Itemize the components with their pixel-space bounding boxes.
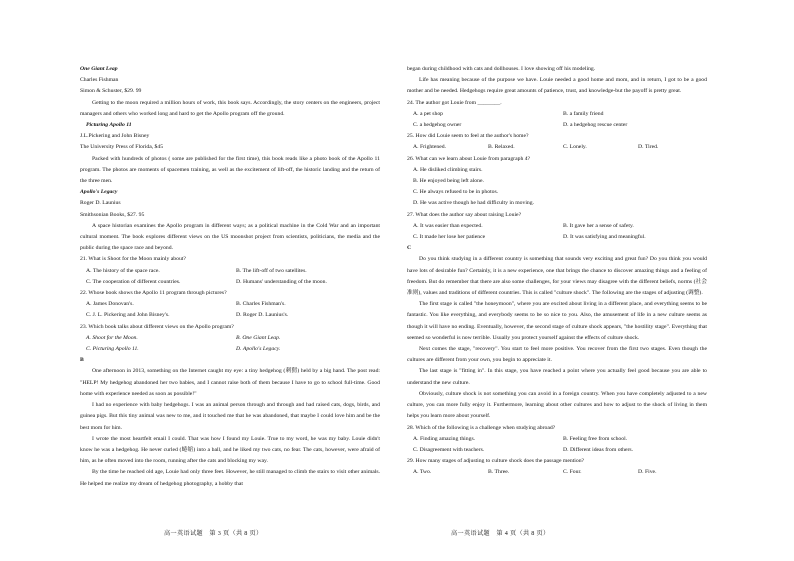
q23-d: D. Apollo's Legacy. xyxy=(236,346,281,353)
q23-options xyxy=(80,333,380,344)
q27-d: D. It was satisfying and meaningful. xyxy=(563,234,646,241)
q25-b: B. Relaxed. xyxy=(488,144,515,151)
q23-b: B. One Giant Leap. xyxy=(236,334,281,341)
q25-stem: 25. How did Louie seem to feel at the author's home? xyxy=(407,133,529,140)
book2-title: Picturing Apollo 11 xyxy=(86,122,132,129)
q22-d: D. Roger D. Launius's. xyxy=(236,312,289,319)
q24-c: C. a hedgehog owner xyxy=(413,122,462,129)
passage-b-p5: Life has meaning because of the purpose we have. Louie needed a good home and mom, and in return, I got to be a good mother and be needed. Hedgehogs require great amounts of patience, trust, and knowledge-but the payoff is pretty great. xyxy=(407,77,707,95)
q26-c: C. He always refused to be in photos. xyxy=(413,189,499,196)
q28-options-2 xyxy=(407,445,707,456)
book3-author: Roger D. Launius xyxy=(80,200,121,207)
q27-b: B. It gave her a sense of safety. xyxy=(563,222,634,229)
q23-a: A. Shoot for the Moon. xyxy=(86,334,138,341)
q28-options xyxy=(407,434,707,445)
q29-a: A. Two. xyxy=(413,469,432,476)
q29-d: D. Five. xyxy=(638,469,657,476)
q21-options xyxy=(80,266,380,277)
passage-c-p1: Do you think studying in a different country is something that sounds very exciting and great fun? Do you think you would have lots of desirable fun? Certainly, it is a new experience, one that brings the chance to discover amazing things and a feeling of freedom. But do remember that there are also some challenges, for your views may disagree with the different beliefs, norms (社会准则), values and traditions of different countries. This is called "culture shock". The following are the stages of adjusting (调整). xyxy=(407,256,707,297)
q21-a: A. The history of the space race. xyxy=(86,267,160,274)
q28-b: B. Feeling free from school. xyxy=(563,435,628,442)
q21-c: C. The cooperation of different countries. xyxy=(86,278,181,285)
book2-desc: Packed with hundreds of photos ( some are published for the first time), this book reads like a photo book of the Apollo 11 program. The photos are moments of spacemen training, as well as the excitement of lift-off, the historic landing and the return of the three men. xyxy=(80,155,380,185)
q24-a: A. a pet shop xyxy=(413,110,444,117)
q24-options-2 xyxy=(407,120,707,131)
passage-b-p1: One afternoon in 2013, something on the Internet caught my eye: a tiny hedgehog (刺猬) held by a big hand. The post read: "HELP! My hedgehog abandoned her two babies, and I cannot raise both of them because I have to go to school full-time. Good home with experience needed as soon as possible!" xyxy=(80,368,380,397)
q27-options xyxy=(407,221,707,232)
page-3 xyxy=(0,0,396,561)
page-4-footer: 高一英语试题 第 4 页（共 8 页） xyxy=(451,530,550,537)
q22-options xyxy=(80,299,380,310)
q21-d: D. Humans' understanding of the moon. xyxy=(236,278,327,285)
right-column xyxy=(407,64,707,479)
book2-author: J.L.Pickering and John Bisney xyxy=(80,133,150,140)
q26-d: D. He was active though he had difficulty in moving. xyxy=(413,200,535,207)
q25-options xyxy=(407,142,707,153)
q26-a: A. He disliked climbing stairs. xyxy=(413,166,483,173)
book1-desc: Getting to the moon required a million hours of work, this book says. Accordingly, the story centers on the engineers, project managers and others who worked long and hard to get the Apollo program off the ground. xyxy=(80,99,380,117)
book1-title: One Giant Leap xyxy=(80,66,118,72)
q29-c: C. Four. xyxy=(563,469,582,476)
q26-b: B. He enjoyed being left alone. xyxy=(413,178,484,185)
q29-options xyxy=(407,467,707,478)
q29-b: B. Three. xyxy=(488,469,510,476)
passage-c-p5: Obviously, culture shock is not something you can avoid in a foreign country. When you have completely adjusted to a new culture, you can more fully enjoy it. Furthermore, learning about other cultures and how to adjust to the shock of living in them helps you learn more about yourself. xyxy=(407,390,707,420)
q29-stem: 29. How many stages of adjusting to culture shock does the passage mention? xyxy=(407,458,585,465)
passage-b-p4: By the time he reached old age, Louie had only three feet. However, he still managed to climb the stairs to visit other animals. He helped me realize my dream of hedgehog photography, a hobby that xyxy=(80,469,380,487)
q23-c: C. Picturing Apollo 11. xyxy=(86,346,139,353)
q21-options-2 xyxy=(80,277,380,288)
q25-a: A. Frightened. xyxy=(413,144,447,151)
q24-d: D. a hedgehog rescue center xyxy=(563,122,628,129)
q25-d: D. Tired. xyxy=(638,144,659,151)
q23-options-2 xyxy=(80,344,380,355)
q28-stem: 28. Which of the following is a challenge when studying abroad? xyxy=(407,424,556,431)
section-b-heading: B xyxy=(80,357,84,364)
book3-title: Apollo's Legacy xyxy=(80,189,118,196)
q22-c: C. J. L. Pickering and John Bisney's. xyxy=(86,312,170,319)
q24-options xyxy=(407,109,707,120)
q22-a: A. James Donovan's. xyxy=(86,301,134,308)
passage-c-p2: The first stage is called "the honeymoon", where you are excited about living in a different place, and everything seems to be fantastic. You like everything, and everybody seems to be so nice to you. Also, the amusement of life in a new culture seems as though it will have no ending. Eventually, however, the second stage of culture shock appears, "the hostility stage". Everything that seemed so wonderful is now terrible. Usually you protect yourself against the effects of culture shock. xyxy=(407,301,707,341)
q24-b: B. a family friend xyxy=(563,110,604,117)
q28-c: C. Disagreement with teachers. xyxy=(413,446,485,453)
q28-a: A. Finding amazing things. xyxy=(413,435,476,442)
q24-stem: 24. The author got Louie from ________. xyxy=(407,99,502,106)
q27-c: C. It made her lose her patience xyxy=(413,234,486,241)
page-4 xyxy=(397,0,793,561)
q28-d: D. Different ideas from others. xyxy=(563,446,634,453)
q27-options-2 xyxy=(407,232,707,243)
q21-b: B. The lift-off of two satellites. xyxy=(236,267,307,274)
section-c-heading: C xyxy=(407,245,412,252)
q27-stem: 27. What does the author say about raising Louie? xyxy=(407,211,522,218)
page-3-footer: 高一英语试题 第 3 页（共 8 页） xyxy=(164,530,263,537)
book1-author: Charles Fishman xyxy=(80,77,119,84)
book3-desc: A space historian examines the Apollo program in different ways; as a political machine in the Cold War and an important cultural moment. The book explores different views on the US moonshot project from scientists, politicians, the media and the public during the space race and beyond. xyxy=(80,222,380,252)
q26-stem: 26. What can we learn about Louie from paragraph 4? xyxy=(407,155,531,162)
passage-b-p3: I wrote the most heartfelt email I could. That was how I found my Louie. True to my word, he was my baby. Louie didn't know he was a hedgehog. He never curled (蜷缩) into a ball, and he liked my two cats, no fear. The cats, however, were afraid of him, as he often moved into the room, running after the cats and blocking my way. xyxy=(80,435,380,465)
book3-publisher: Smithsonian Books, $27. 95 xyxy=(80,211,145,218)
q25-c: C. Lonely. xyxy=(563,144,587,151)
book2-publisher: The University Press of Florida, $45 xyxy=(80,144,164,151)
q27-a: A. It was easier than expected. xyxy=(413,222,483,229)
q22-stem: 22. Whose book shows the Apollo 11 program through pictures? xyxy=(80,290,227,297)
q22-options-2 xyxy=(80,310,380,321)
q21-stem: 21. What is Shoot for the Moon mainly about? xyxy=(80,256,186,263)
passage-b-p2: I had no experience with baby hedgehogs. I was an animal person through and through and had raised cats, dogs, birds, and guinea pigs. But this tiny animal was new to me, and it touched me that he was abandoned, that maybe I could love him and be the best mom for him. xyxy=(80,402,380,431)
q22-b: B. Charles Fishman's. xyxy=(236,301,286,308)
q23-stem: 23. Which book talks about different views on the Apollo program? xyxy=(80,323,234,330)
left-column xyxy=(80,64,380,490)
passage-c-p4: The last stage is "fitting in". In this stage, you have reached a point where you actually feel good because you are able to understand the new culture. xyxy=(407,368,707,386)
passage-c-p3: Next comes the stage, "recovery". You start to feel more positive. You recover from the first two stages. Even though the cultures are different from your own, you begin to appreciate it. xyxy=(407,346,707,364)
passage-b-p4-cont: began during childhood with cats and dollhouses. I love showing off his modeling. xyxy=(407,66,596,72)
book1-publisher: Simon & Schuster, $29. 99 xyxy=(80,88,142,95)
